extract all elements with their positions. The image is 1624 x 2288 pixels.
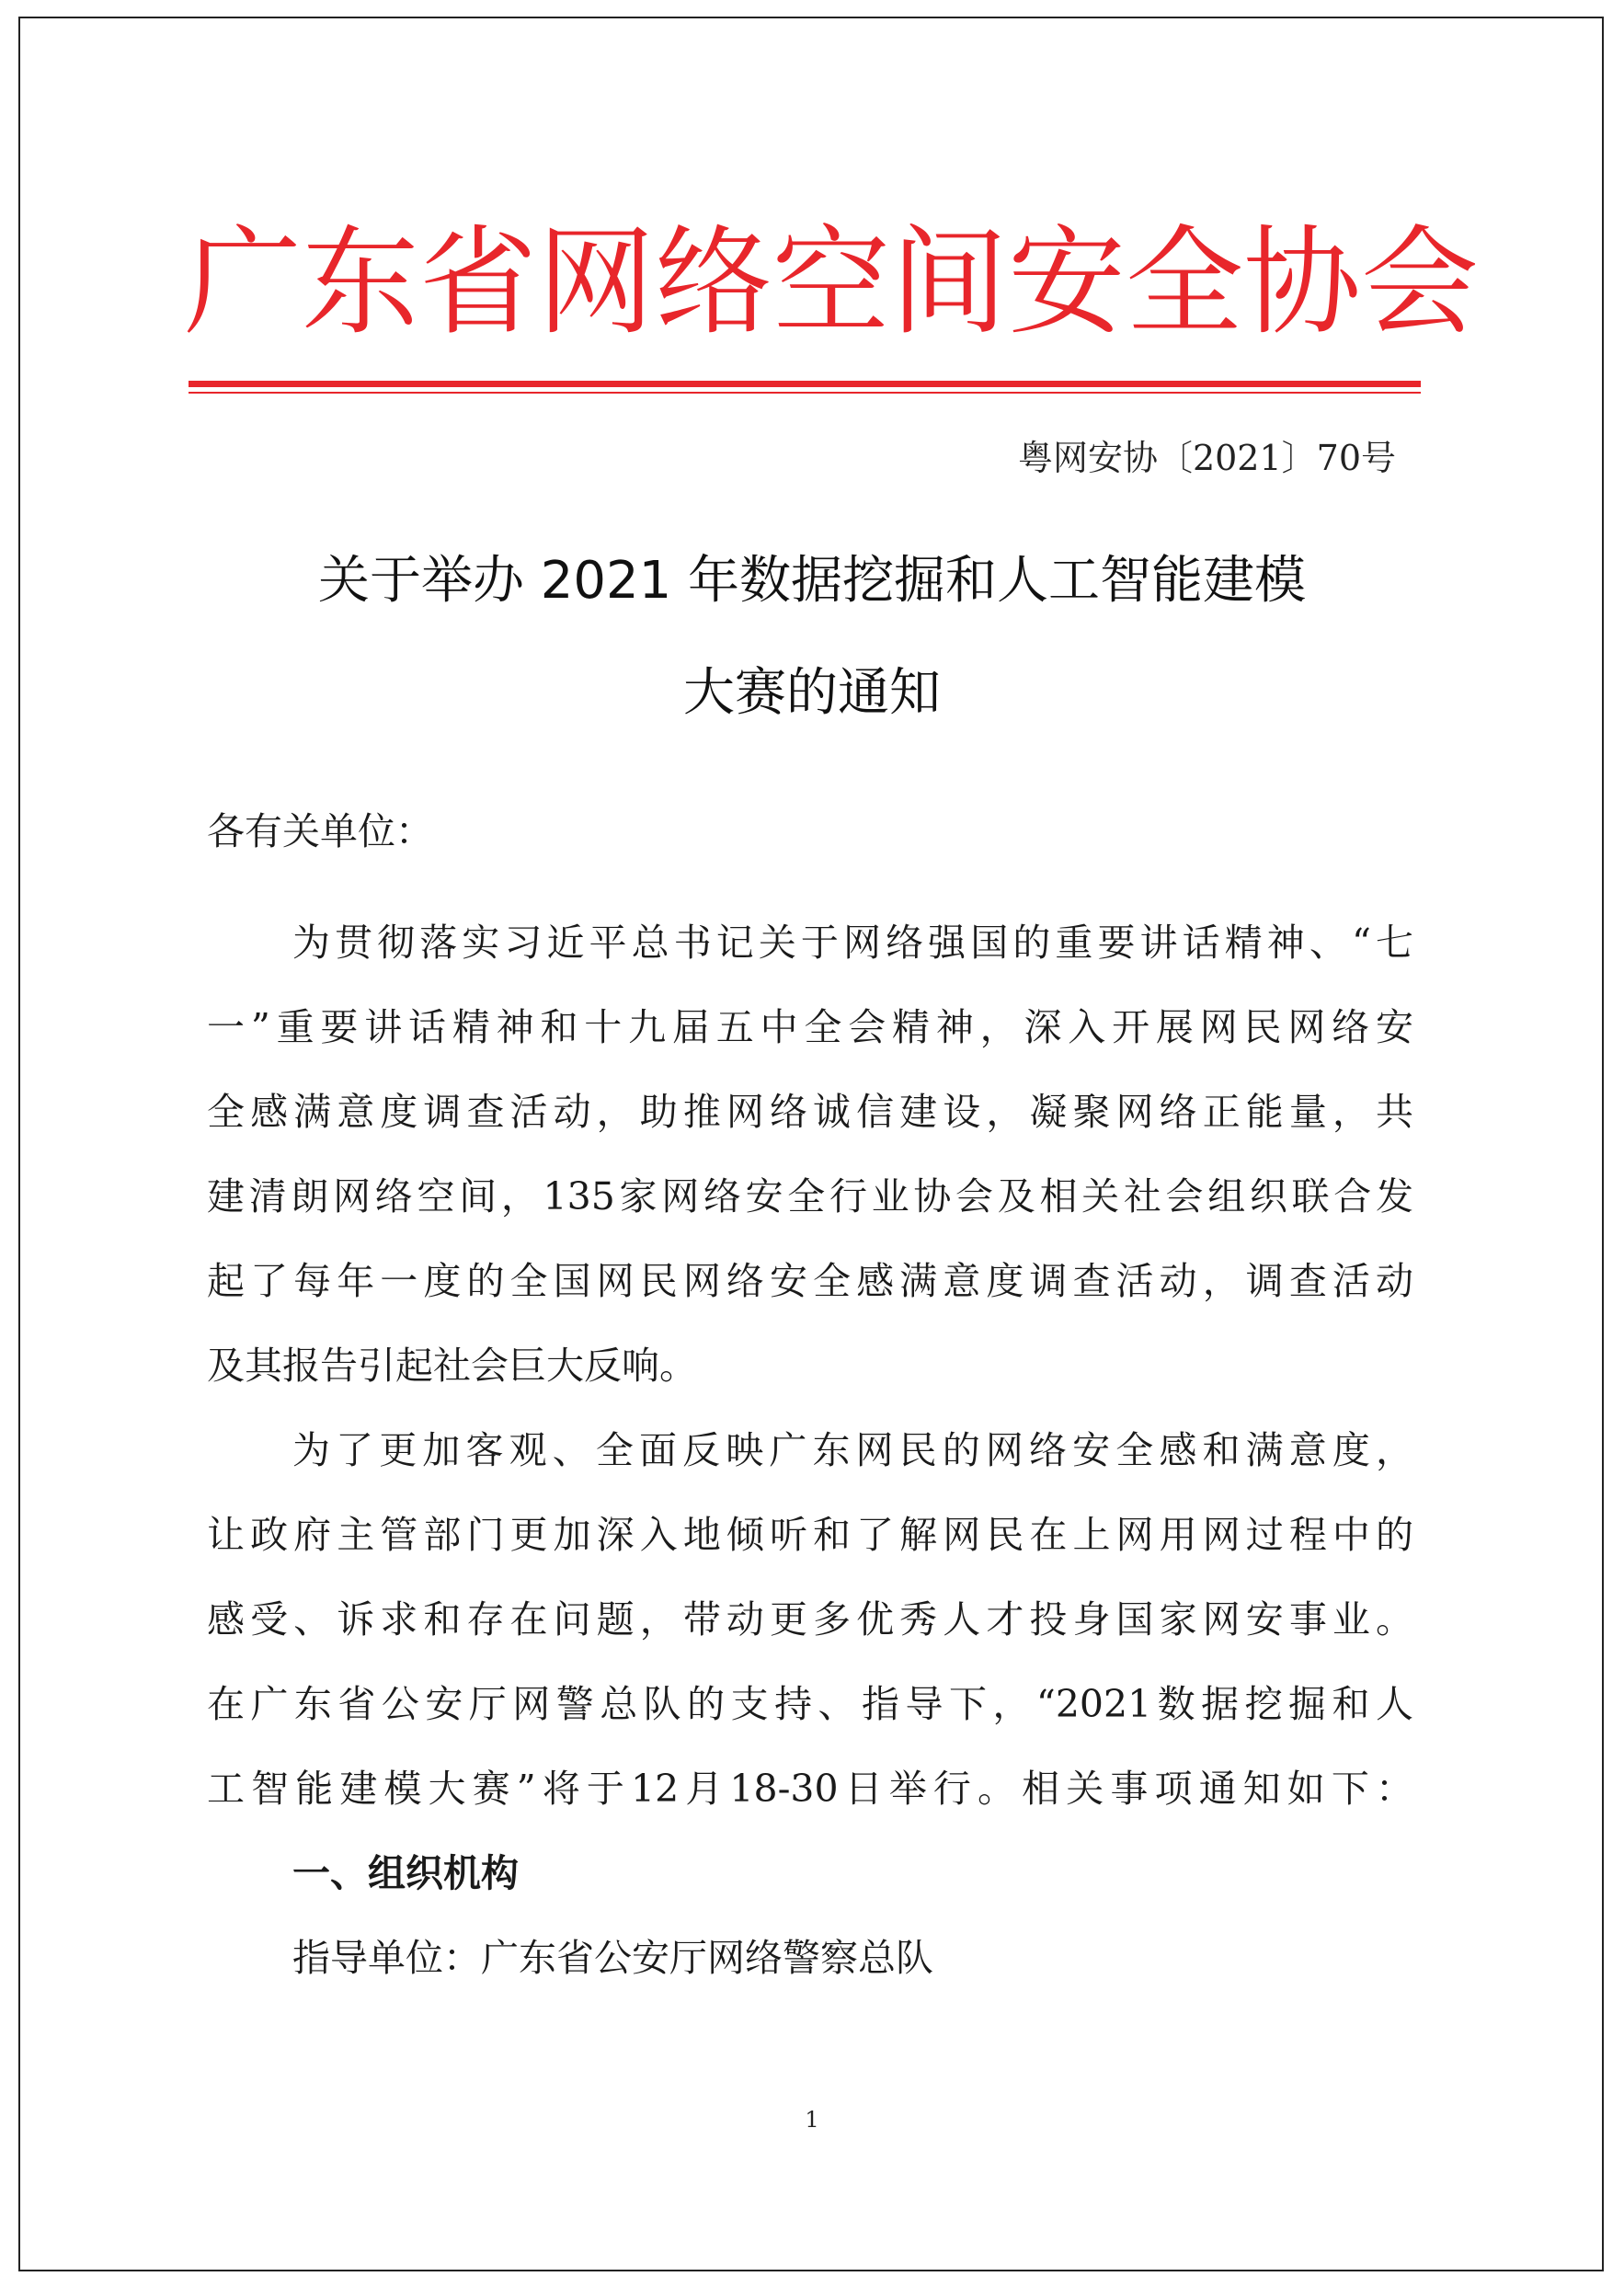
- salutation: 各有关单位：: [207, 809, 433, 853]
- paragraph-2-line: 为了更加客观、全面反映广东网民的网络安全感和满意度，: [292, 1428, 1413, 1472]
- letterhead-red-rule: [189, 381, 1421, 387]
- paragraph-1-line: 建清朗网络空间，135家网络安全行业协会及相关社会组织联合发: [207, 1174, 1413, 1218]
- paragraph-2-line: 在广东省公安厅网警总队的支持、指导下，“2021数据挖掘和人: [207, 1682, 1413, 1726]
- paragraph-1-line: 起了每年一度的全国网民网络安全感满意度调查活动，调查活动: [207, 1259, 1413, 1303]
- document-title-line-2: 大赛的通知: [683, 663, 941, 723]
- page-number: 1: [805, 2107, 819, 2133]
- letterhead-organization-name: 广东省网络空间安全协会: [184, 214, 1480, 351]
- paragraph-1-line: 及其报告引起社会巨大反响。: [207, 1344, 697, 1388]
- document-number: 粤网安协〔2021〕70号: [1017, 438, 1396, 478]
- section-1-heading: 一、组织机构: [292, 1851, 519, 1895]
- paragraph-1-line: 为贯彻落实习近平总书记关于网络强国的重要讲话精神、“七: [292, 921, 1413, 965]
- paragraph-2-line: 工智能建模大赛”将于12月18-30日举行。相关事项通知如下：: [207, 1767, 1413, 1811]
- document-title-line-1: 关于举办 2021 年数据挖掘和人工智能建模: [317, 551, 1307, 611]
- guidance-unit: 指导单位：广东省公安厅网络警察总队: [292, 1936, 933, 1980]
- letterhead-red-rule-thin: [189, 392, 1421, 394]
- paragraph-1-line: 一”重要讲话精神和十九届五中全会精神，深入开展网民网络安: [207, 1005, 1413, 1049]
- paragraph-2-line: 感受、诉求和存在问题，带动更多优秀人才投身国家网安事业。: [207, 1597, 1413, 1642]
- paragraph-1-line: 全感满意度调查活动，助推网络诚信建设，凝聚网络正能量，共: [207, 1090, 1413, 1134]
- paragraph-2-line: 让政府主管部门更加深入地倾听和了解网民在上网用网过程中的: [207, 1513, 1413, 1557]
